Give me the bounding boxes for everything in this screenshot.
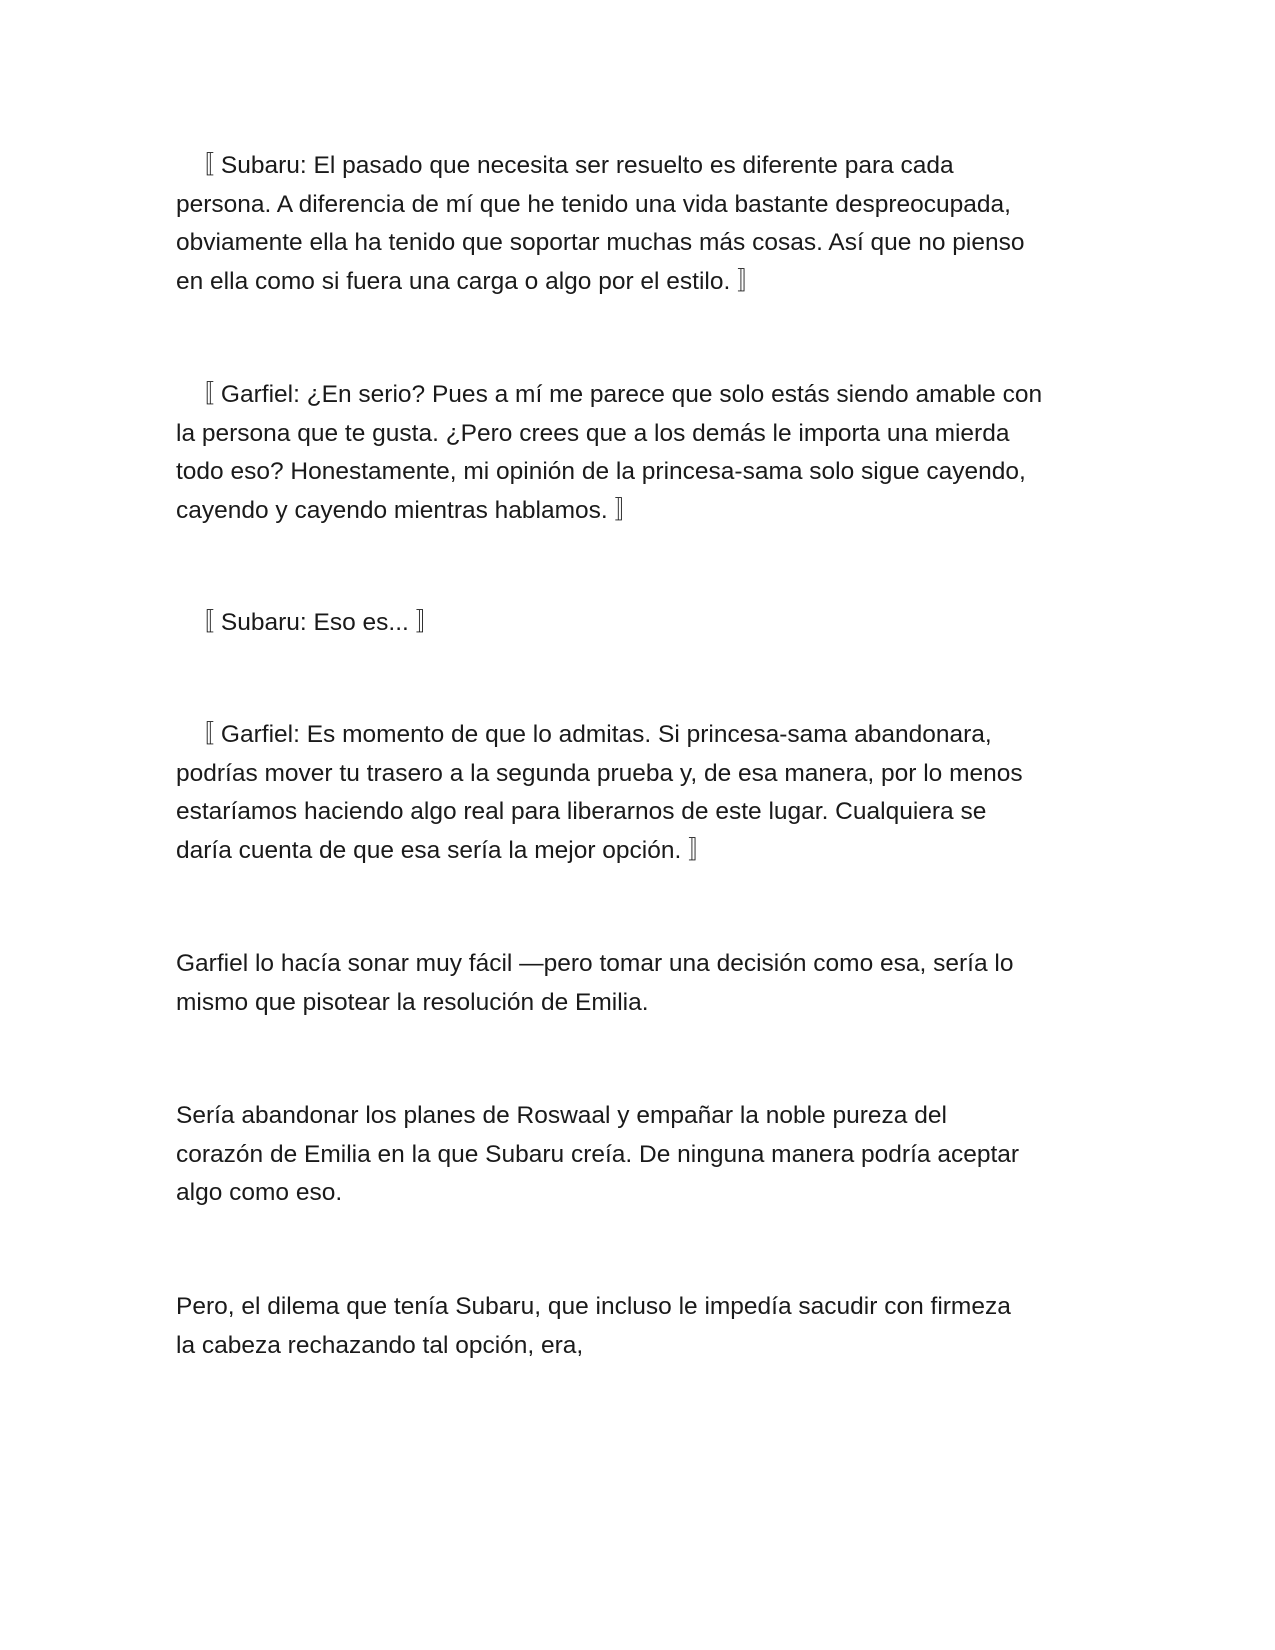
text-line: podrías mover tu trasero a la segunda prueba y, de esa manera, por lo menos [176,759,1023,787]
text-line: en ella como si fuera una carga o algo por el estilo. 〛 [176,267,762,295]
narration-paragraph-1 [176,945,1106,1022]
text-line: la cabeza rechazando tal opción, era, [176,1331,584,1359]
text-line: estaríamos haciendo algo real para liberarnos de este lugar. Cualquiera se [176,798,987,825]
text-line: cayendo y cayendo mientras hablamos. 〛 [176,496,640,524]
text-line: la persona que te gusta. ¿Pero crees que a los demás le importa una mierda [176,419,1010,447]
text-line: 〚 Garfiel: ¿En serio? Pues a mí me parece que solo estás siendo amable con [176,381,1043,408]
text-line: algo como eso. [176,1179,343,1206]
narration-paragraph-2 [176,1097,1106,1213]
text-line: 〚 Garfiel: Es momento de que lo admitas. Si princesa-sama abandonara, [176,721,992,748]
text-line: obviamente ella ha tenido que soportar muchas más cosas. Así que no pienso [176,229,1025,256]
text-line: Sería abandonar los planes de Roswaal y empañar la noble pureza del [176,1102,947,1129]
text-line: 〚 Subaru: El pasado que necesita ser resuelto es diferente para cada [176,152,954,179]
text-line: 〚 Subaru: Eso es... 〛 [176,609,441,636]
text-line: mismo que pisotear la resolución de Emilia. [176,988,649,1016]
text-line: daría cuenta de que esa sería la mejor opción. 〛 [176,836,713,864]
dialogue-paragraph-garfiel-1 [176,376,1106,530]
text-line: Pero, el dilema que tenía Subaru, que incluso le impedía sacudir con firmeza [176,1293,1011,1320]
dialogue-paragraph-subaru-1 [176,147,1106,301]
dialogue-paragraph-garfiel-2 [176,716,1106,870]
text-line: persona. A diferencia de mí que he tenido una vida bastante despreocupada, [176,190,1011,218]
text-line: Garfiel lo hacía sonar muy fácil —pero tomar una decisión como esa, sería lo [176,950,1014,977]
narration-paragraph-3 [176,1288,1106,1365]
dialogue-paragraph-subaru-2 [176,604,1106,643]
text-line: corazón de Emilia en la que Subaru creía. De ninguna manera podría aceptar [176,1140,1020,1168]
text-line: todo eso? Honestamente, mi opinión de la princesa-sama solo sigue cayendo, [176,458,1026,485]
